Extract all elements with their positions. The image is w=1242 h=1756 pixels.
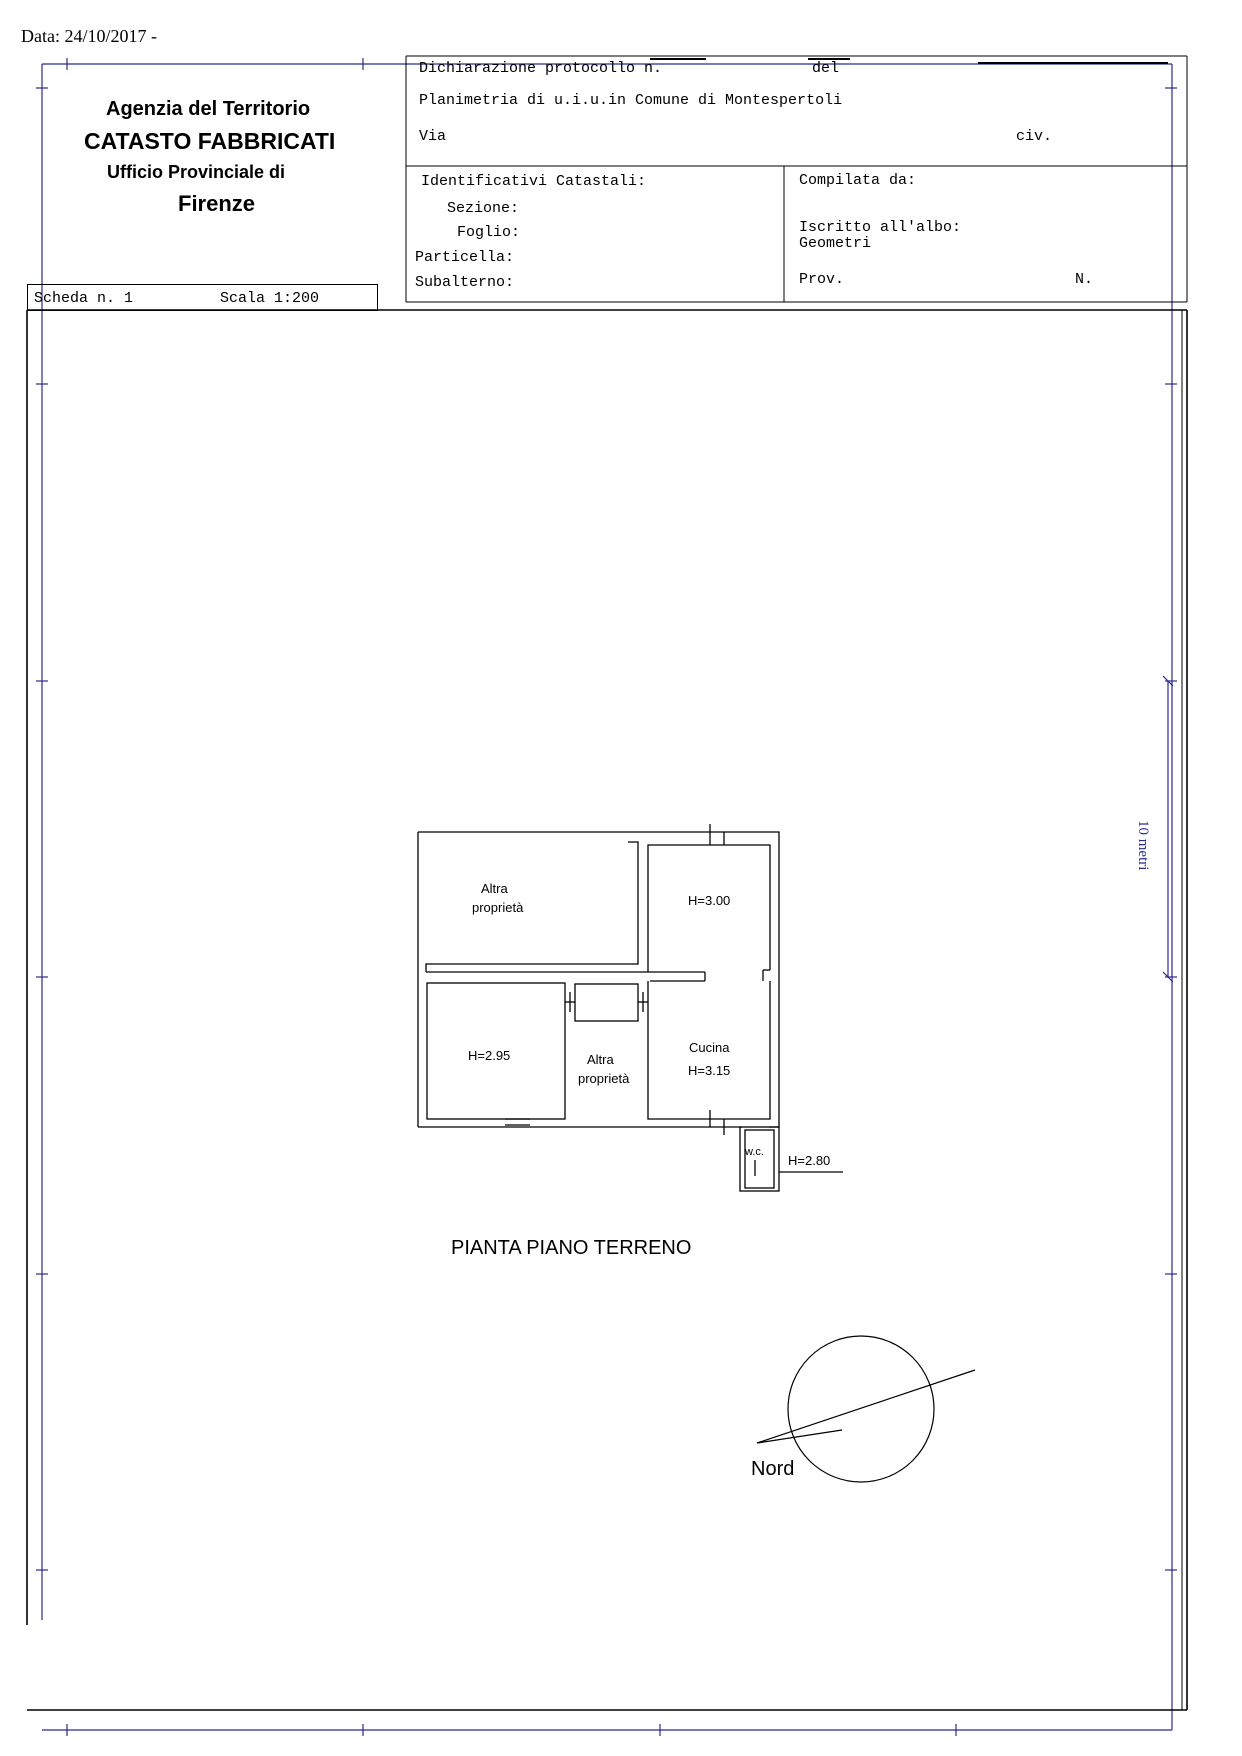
- room-altra-1-line2: proprietà: [472, 900, 524, 915]
- protocol-label: Dichiarazione protocollo n.: [419, 60, 663, 77]
- room-cucina: Cucina: [689, 1040, 730, 1055]
- north-label: Nord: [751, 1458, 795, 1480]
- albo-label: Iscritto all'albo:: [799, 219, 962, 236]
- room-h280: H=2.80: [788, 1153, 831, 1168]
- room-wc: w.c.: [745, 1146, 764, 1158]
- catasto-title: CATASTO FABBRICATI: [84, 128, 336, 154]
- del-label: del: [812, 60, 840, 77]
- prov-label: Prov.: [799, 271, 845, 288]
- compilata-da-label: Compilata da:: [799, 172, 917, 189]
- particella-label: Particella:: [415, 249, 515, 266]
- drawing-frame: [27, 310, 1187, 1710]
- scale-label: Scala 1:200: [220, 290, 320, 307]
- floor-plan: [418, 824, 843, 1191]
- room-h315: H=3.15: [688, 1063, 731, 1078]
- identificativi-title: Identificativi Catastali:: [421, 173, 647, 190]
- scale-bar-label: 10 metri: [1135, 820, 1151, 871]
- profession-label: Geometri: [799, 235, 872, 252]
- room-h295: H=2.95: [468, 1048, 511, 1063]
- plan-title: PIANTA PIANO TERRENO: [451, 1237, 692, 1259]
- room-h300: H=3.00: [688, 893, 731, 908]
- sezione-label: Sezione:: [447, 200, 520, 217]
- provincia-name: Firenze: [178, 191, 256, 216]
- agency-name: Agenzia del Territorio: [106, 98, 311, 120]
- room-altra-2-line1: Altra: [587, 1052, 614, 1067]
- foglio-label: Foglio:: [457, 224, 521, 241]
- civ-label: civ.: [1016, 128, 1053, 145]
- n-label: N.: [1075, 271, 1094, 288]
- room-altra-1-line1: Altra: [481, 881, 508, 896]
- ufficio-label: Ufficio Provinciale di: [107, 162, 286, 182]
- via-label: Via: [419, 128, 447, 145]
- subalterno-label: Subalterno:: [415, 274, 515, 291]
- scheda-label: Scheda n. 1: [34, 290, 134, 307]
- date-line: Data: 24/10/2017 -: [21, 26, 157, 46]
- planimetria-line: Planimetria di u.i.u.in Comune di Montespertoli: [419, 92, 843, 109]
- room-altra-2-line2: proprietà: [578, 1071, 630, 1086]
